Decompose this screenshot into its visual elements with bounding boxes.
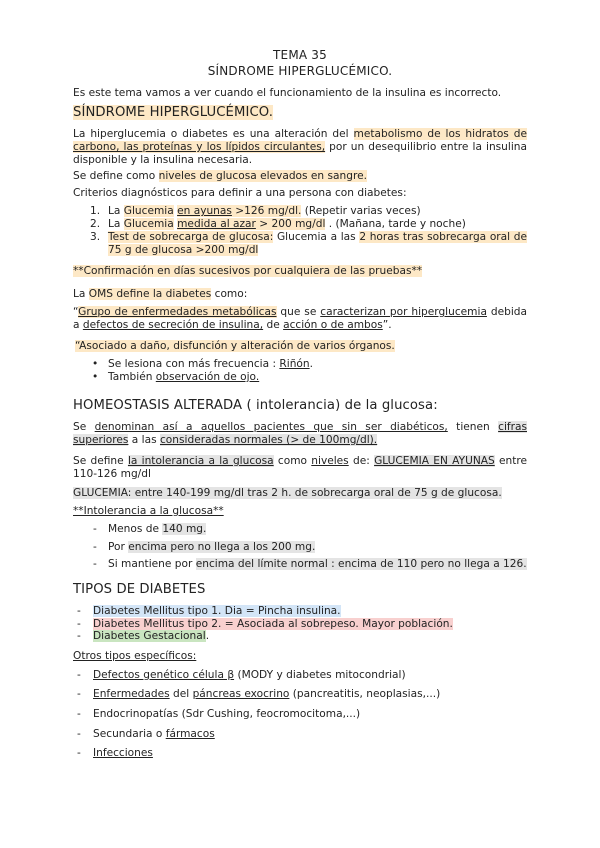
bullet: •: [92, 371, 99, 383]
dash-item: Si mantiene por encima del límite normal : encima de 110 pero no llega a 126.: [108, 558, 527, 570]
list-item: La Glucemia en ayunas >126 mg/dl. (Repetir varias veces): [108, 205, 421, 217]
paragraph-line: superiores a las consideradas normales (> de 100mg/dl).: [73, 434, 378, 446]
paragraph-line: GLUCEMIA: entre 140-199 mg/dl tras 2 h. de sobrecarga oral de 75 g de glucosa.: [73, 487, 502, 499]
type-item: Diabetes Mellitus tipo 2. = Asociada al sobrepeso. Mayor población.: [93, 618, 453, 630]
confirmation-note: **Confirmación en días sucesivos por cualquiera de las pruebas**: [73, 265, 423, 277]
bullet: •: [92, 358, 99, 370]
dash: -: [93, 541, 97, 553]
other-type-item: Infecciones: [93, 747, 153, 759]
other-type-item: Defectos genético célula β (MODY y diabetes mitocondrial): [93, 669, 406, 681]
topic-number: TEMA 35: [273, 48, 327, 62]
other-type-item: Secundaria o fármacos: [93, 728, 215, 740]
paragraph-line: disponible y la insulina necesaria.: [73, 154, 253, 166]
page-title: SÍNDROME HIPERGLUCÉMICO.: [207, 64, 393, 78]
criteria-heading: Criterios diagnósticos para definir a una persona con diabetes:: [73, 187, 407, 199]
definition-line: Se define como niveles de glucosa elevados en sangre.: [73, 170, 367, 182]
list-number: 1.: [90, 205, 101, 217]
bullet-item: También observación de ojo.: [108, 371, 260, 383]
paragraph-line: Se denominan así a aquellos pacientes que sin ser diabéticos, tienen cifras: [73, 421, 527, 433]
list-item: La Glucemia medida al azar > 200 mg/dl . (Mañana, tarde y noche): [108, 218, 466, 230]
other-type-item: Enfermedades del páncreas exocrino (pancreatitis, neoplasias,...): [93, 688, 441, 700]
paragraph-line: 110-126 mg/dl: [73, 468, 151, 480]
oms-definition-line: a defectos de secreción de insulina, de acción o de ambos”.: [73, 319, 392, 331]
dash-item: Por encima pero no llega a los 200 mg.: [108, 541, 316, 553]
dash: -: [77, 630, 81, 642]
intolerance-note: **Intolerancia a la glucosa**: [73, 505, 224, 517]
dash: -: [77, 688, 81, 700]
intro-text: Es este tema vamos a ver cuando el funcionamiento de la insulina es incorrecto.: [73, 87, 502, 99]
associated-note: “Asociado a daño, disfunción y alteración de varios órganos.: [75, 340, 395, 352]
section-heading-homeostasis: HOMEOSTASIS ALTERADA ( intolerancia) de la glucosa:: [73, 398, 438, 413]
dash-item: Menos de 140 mg.: [108, 523, 207, 535]
dash: -: [77, 708, 81, 720]
other-type-item: Endocrinopatías (Sdr Cushing, feocromocitoma,...): [93, 708, 361, 720]
oms-definition-line: “Grupo de enfermedades metabólicas que se caracterizan por hiperglucemia debida: [73, 306, 527, 318]
dash: -: [77, 728, 81, 740]
type-item: Diabetes Gestacional.: [93, 630, 210, 642]
dash: -: [77, 605, 81, 617]
list-item: Test de sobrecarga de glucosa: Glucemia a las 2 horas tras sobrecarga oral de: [108, 231, 527, 243]
type-item: Diabetes Mellitus tipo 1. Dia = Pincha insulina.: [93, 605, 341, 617]
dash: -: [93, 558, 97, 570]
list-number: 2.: [90, 218, 101, 230]
bullet-item: Se lesiona con más frecuencia : Riñón.: [108, 358, 313, 370]
section-heading-sindrome: SÍNDROME HIPERGLUCÉMICO.: [73, 105, 273, 120]
list-number: 3.: [90, 231, 101, 243]
dash: -: [77, 747, 81, 759]
dash: -: [77, 669, 81, 681]
oms-line: La OMS define la diabetes como:: [73, 288, 248, 300]
dash: -: [77, 618, 81, 630]
other-types-heading: Otros tipos específicos:: [73, 650, 197, 662]
dash: -: [93, 523, 97, 535]
section-heading-tipos: TIPOS DE DIABETES: [73, 582, 206, 597]
paragraph-line: carbono, las proteínas y los lípidos circulantes, por un desequilibrio entre la insulina: [73, 141, 527, 153]
paragraph-line: Se define la intolerancia a la glucosa como niveles de: GLUCEMIA EN AYUNAS entre: [73, 455, 528, 467]
paragraph-line: La hiperglucemia o diabetes es una alteración del metabolismo de los hidratos de: [73, 128, 527, 140]
list-item-cont: 75 g de glucosa >200 mg/dl: [108, 244, 259, 256]
